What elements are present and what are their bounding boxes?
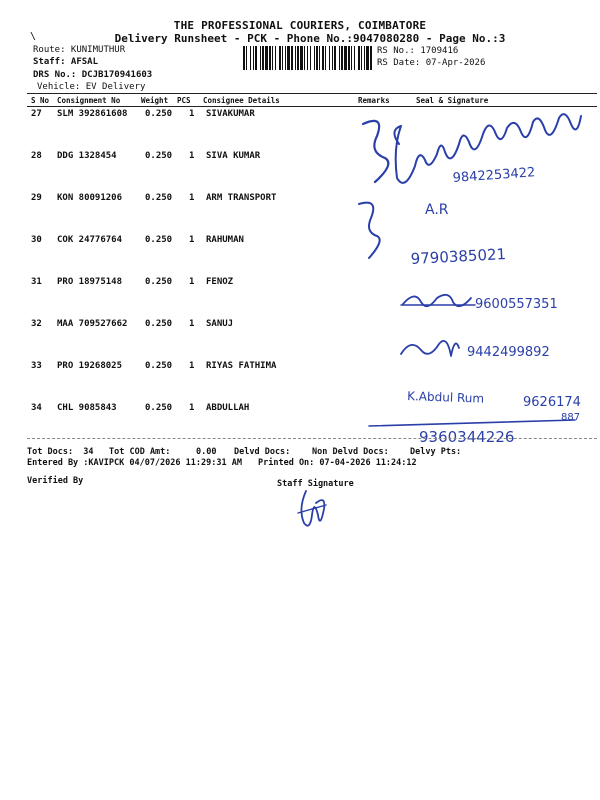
handwritten-note-34: 887 [561, 412, 581, 423]
row-consignment: PRO 18975148 [57, 277, 123, 287]
row-pcs: 1 [189, 193, 195, 203]
footer-rule [27, 438, 597, 439]
barcode-bar [314, 46, 315, 70]
barcode-bar [275, 46, 276, 70]
header-rule-top [27, 93, 597, 94]
handwritten-signatures [355, 108, 600, 453]
col-seal: Seal & Signature [416, 96, 489, 105]
row-pcs: 1 [189, 319, 195, 329]
barcode-bar [265, 46, 268, 70]
row-sno: 30 [31, 235, 42, 245]
barcode-bar [285, 46, 286, 70]
staff: Staff: AFSAL [33, 57, 99, 67]
col-consignment: Consignment No [57, 96, 121, 105]
row-weight: 0.250 [145, 277, 173, 287]
barcode-bar [366, 46, 369, 70]
barcode-bar [358, 46, 360, 70]
signature-scribble-icon [363, 121, 388, 182]
row-consignee: ARM TRANSPORT [206, 193, 277, 203]
row-consignee: RIYAS FATHIMA [206, 361, 277, 371]
row-consignee: SIVA KUMAR [206, 151, 261, 161]
row-consignment: KON 80091206 [57, 193, 123, 203]
verified-by: Verified By [27, 476, 84, 486]
rs-no: RS No.: 1709416 [377, 46, 459, 56]
row-consignment: CHL 9085843 [57, 403, 117, 413]
barcode-bar [344, 46, 347, 70]
barcode-bar [319, 46, 320, 70]
barcode-bar [253, 46, 254, 70]
barcode-bar [282, 46, 283, 70]
col-remarks: Remarks [358, 96, 390, 105]
barcode-bar [287, 46, 290, 70]
barcode-bar [370, 46, 372, 70]
barcode-bar [307, 46, 308, 70]
col-sno: S No [31, 96, 50, 105]
barcode-bar [300, 46, 303, 70]
barcode-bar [348, 46, 350, 70]
signature-mark-icon [359, 203, 380, 258]
row-consignment: COK 24776764 [57, 235, 123, 245]
row-pcs: 1 [189, 109, 195, 119]
non-delvd-docs: Non Delvd Docs: [312, 447, 389, 457]
row-consignee: SANUJ [206, 319, 234, 329]
row-pcs: 1 [189, 277, 195, 287]
handwritten-phone-34b: 9360344226 [419, 428, 515, 446]
entered-by: Entered By :KAVIPCK 04/07/2026 11:29:31 AM [27, 458, 242, 468]
row-pcs: 1 [189, 151, 195, 161]
handwritten-phone-31: 9600557351 [475, 297, 558, 312]
barcode-bar [272, 46, 273, 70]
staff-signature [292, 485, 332, 533]
rs-date: RS Date: 07-Apr-2026 [377, 58, 486, 68]
row-sno: 27 [31, 109, 42, 119]
barcode-bar [364, 46, 365, 70]
vehicle: Vehicle: EV Delivery [37, 82, 146, 92]
row-consignment: MAA 709527662 [57, 319, 128, 329]
row-consignee: SIVAKUMAR [206, 109, 255, 119]
company-title: THE PROFESSIONAL COURIERS, COIMBATORE [173, 19, 427, 32]
barcode-bar [262, 46, 264, 70]
barcode-bar [322, 46, 324, 70]
handwritten-phone-30: 9790385021 [410, 245, 507, 268]
row-sno: 29 [31, 193, 42, 203]
barcode-bar [341, 46, 343, 70]
row-weight: 0.250 [145, 319, 173, 329]
handwritten-phone-34: 9626174 [523, 395, 581, 410]
staff-signature-label: Staff Signature [277, 479, 354, 489]
row-sno: 28 [31, 151, 42, 161]
header-rule-bottom [27, 106, 597, 107]
row-weight: 0.250 [145, 151, 173, 161]
barcode-bar [354, 46, 355, 70]
barcode-bar [243, 46, 245, 70]
barcode-bar [255, 46, 257, 70]
col-pcs: PCS [177, 96, 191, 105]
barcode-bar [250, 46, 251, 70]
row-consignee: RAHUMAN [206, 235, 244, 245]
tot-docs: Tot Docs: 34 [27, 447, 94, 457]
row-weight: 0.250 [145, 193, 173, 203]
drs-no: DRS No.: DCJB170941603 [33, 70, 153, 80]
handwritten-initials-29: A.R [425, 202, 449, 218]
delvy-pts: Delvy Pts: [410, 447, 462, 457]
row-sno: 34 [31, 403, 42, 413]
row-weight: 0.250 [145, 403, 173, 413]
barcode-bar [304, 46, 305, 70]
row-consignment: PRO 19268025 [57, 361, 123, 371]
barcode-bar [297, 46, 299, 70]
handwritten-name-34: K.Abdul Rum [406, 389, 485, 406]
barcode-bar [339, 46, 340, 70]
barcode-bar [310, 46, 311, 70]
row-pcs: 1 [189, 235, 195, 245]
row-weight: 0.250 [145, 109, 173, 119]
barcode-bar [295, 46, 296, 70]
barcode-bar [279, 46, 281, 70]
handwritten-phone-28: 9842253422 [452, 165, 536, 186]
barcode-bar [291, 46, 293, 70]
barcode-bar [332, 46, 333, 70]
row-consignee: FENOZ [206, 277, 234, 287]
barcode-bar [329, 46, 330, 70]
row-consignee: ABDULLAH [206, 403, 250, 413]
row-consignment: DDG 1328454 [57, 151, 117, 161]
barcode-bar [361, 46, 362, 70]
printed-on: Printed On: 07-04-2026 11:24:12 [258, 458, 417, 468]
signature-strike-icon [369, 420, 575, 426]
row-weight: 0.250 [145, 235, 173, 245]
runsheet-subtitle: Delivery Runsheet - PCK - Phone No.:9047080280 - Page No.:3 [114, 32, 506, 45]
delvd-docs: Delvd Docs: [234, 447, 291, 457]
barcode-bar [334, 46, 336, 70]
row-pcs: 1 [189, 403, 195, 413]
row-weight: 0.250 [145, 361, 173, 371]
row-sno: 32 [31, 319, 42, 329]
corner-mark: \ [30, 31, 37, 42]
signature-sanuj-icon [401, 341, 459, 356]
barcode-bar [325, 46, 326, 70]
barcode-bar [260, 46, 261, 70]
barcode-bar [351, 46, 352, 70]
row-sno: 31 [31, 277, 42, 287]
route: Route: KUNIMUTHUR [33, 45, 126, 55]
barcode-bar [269, 46, 271, 70]
barcode [243, 46, 373, 70]
barcode-bar [316, 46, 318, 70]
barcode-bar [246, 46, 247, 70]
row-sno: 33 [31, 361, 42, 371]
row-consignment: SLM 392861608 [57, 109, 128, 119]
col-weight: Weight [141, 96, 169, 105]
handwritten-phone-32: 9442499892 [467, 345, 550, 360]
tot-cod: Tot COD Amt: 0.00 [109, 447, 217, 457]
row-pcs: 1 [189, 361, 195, 371]
col-consignee: Consignee Details [203, 96, 280, 105]
